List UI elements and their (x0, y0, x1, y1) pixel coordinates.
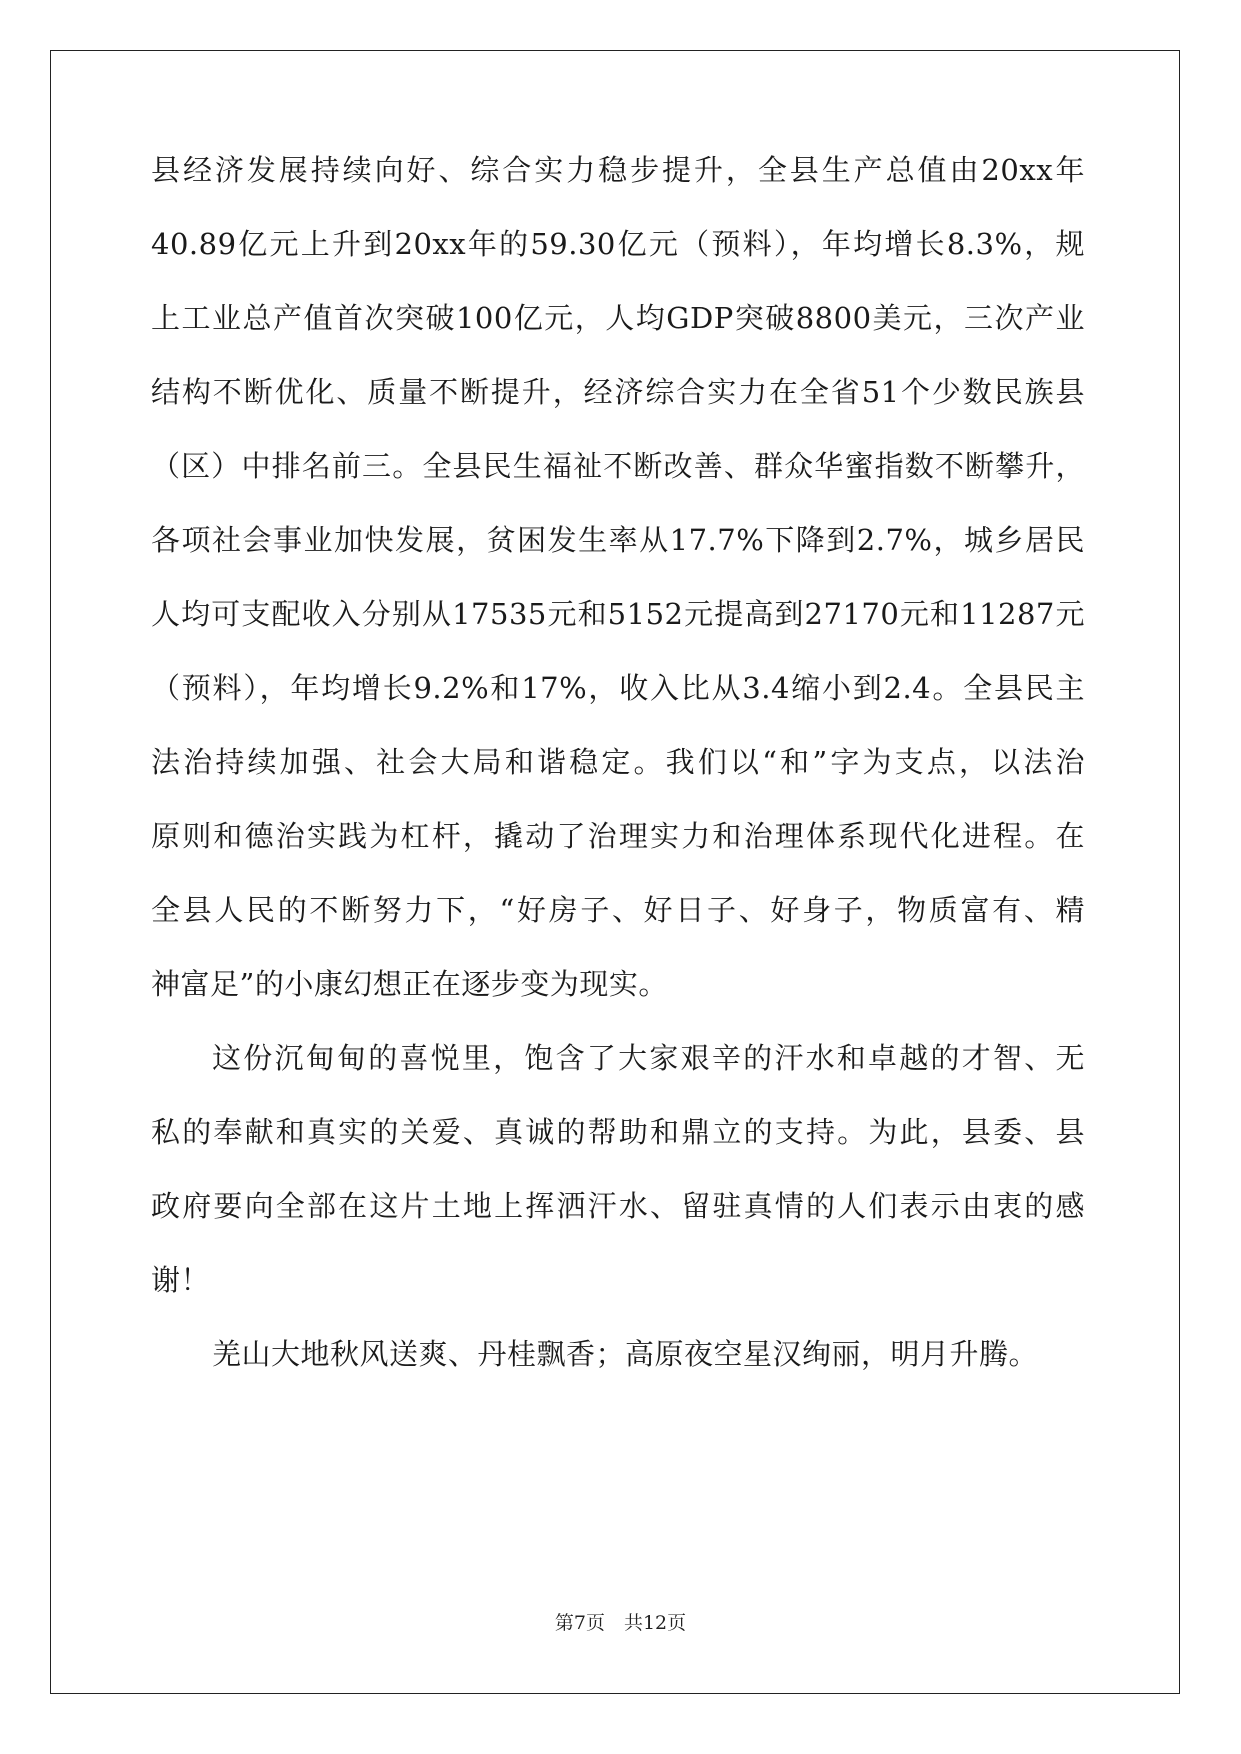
text-line-15: 政府要向全部在这片土地上挥洒汗水、留驻真情的人们表示由衷的感 (151, 1189, 1085, 1223)
text-line-17: 羌山大地秋风送爽、丹桂飘香；高原夜空星汉绚丽，明月升腾。 (212, 1337, 1039, 1371)
text-line-1: 县经济发展持续向好、综合实力稳步提升，全县生产总值由20xx年 (151, 153, 1085, 187)
text-line-5: （区）中排名前三。全县民生福祉不断改善、群众华蜜指数不断攀升， (151, 449, 1085, 483)
text-line-14: 私的奉献和真实的关爱、真诚的帮助和鼎立的支持。为此，县委、县 (151, 1115, 1085, 1149)
text-line-16: 谢！ (151, 1263, 211, 1297)
text-line-11: 全县人民的不断努力下，“好房子、好日子、好身子，物质富有、精 (151, 893, 1085, 927)
page-number-footer: 第7页 共12页 (554, 1612, 687, 1634)
text-line-8: （预料），年均增长9.2%和17%，收入比从3.4缩小到2.4。全县民主 (151, 671, 1085, 705)
text-line-3: 上工业总产值首次突破100亿元，人均GDP突破8800美元，三次产业 (151, 301, 1085, 335)
text-line-13: 这份沉甸甸的喜悦里，饱含了大家艰辛的汗水和卓越的才智、无 (212, 1041, 1085, 1075)
text-line-6: 各项社会事业加快发展，贫困发生率从17.7%下降到2.7%，城乡居民 (151, 523, 1085, 557)
text-line-10: 原则和德治实践为杠杆，撬动了治理实力和治理体系现代化进程。在 (151, 819, 1085, 853)
text-line-2: 40.89亿元上升到20xx年的59.30亿元（预料），年均增长8.3%，规 (151, 227, 1085, 261)
text-line-9: 法治持续加强、社会大局和谐稳定。我们以“和”字为支点，以法治 (151, 745, 1085, 779)
text-line-12: 神富足”的小康幻想正在逐步变为现实。 (151, 967, 668, 1001)
text-line-7: 人均可支配收入分别从17535元和5152元提高到27170元和11287元 (151, 597, 1085, 631)
text-line-4: 结构不断优化、质量不断提升，经济综合实力在全省51个少数民族县 (151, 375, 1085, 409)
page-border (50, 50, 1180, 1694)
